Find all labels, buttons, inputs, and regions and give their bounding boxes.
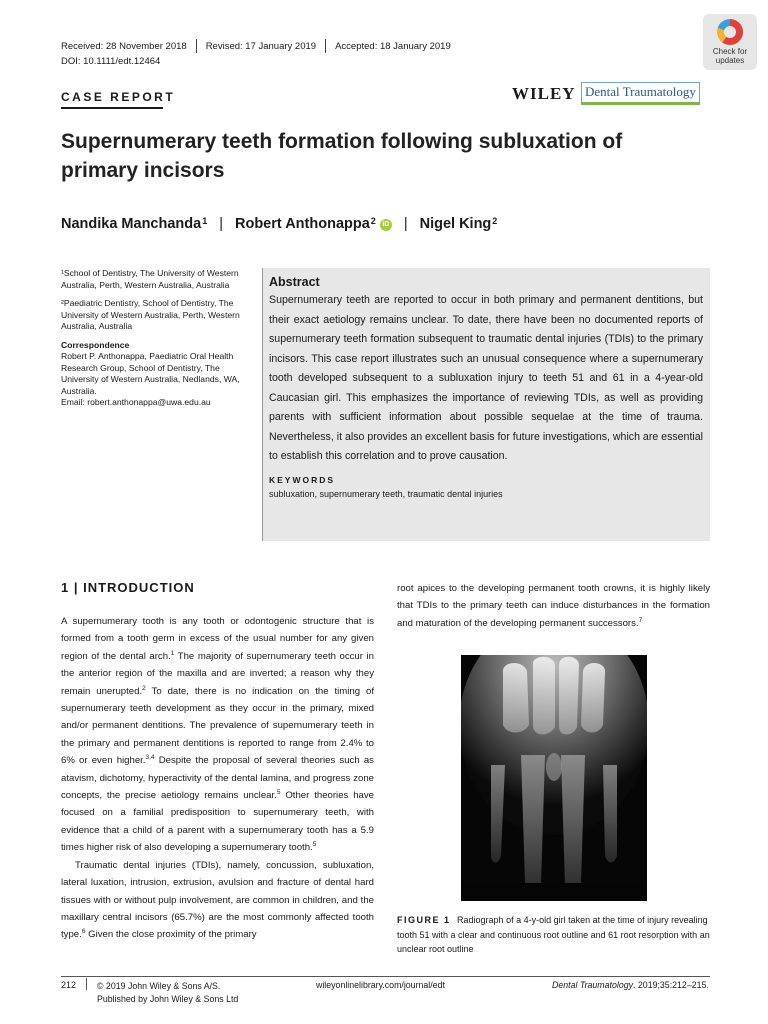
badge-line-2: updates (715, 56, 745, 65)
copyright-line: © 2019 John Wiley & Sons A/S. (97, 981, 221, 991)
accepted-date: Accepted: 18 January 2019 (335, 40, 451, 52)
author-name[interactable]: Nandika Manchanda (61, 216, 202, 232)
abstract-box (262, 268, 710, 541)
abstract-heading: Abstract (269, 275, 320, 289)
footer-rule (61, 976, 710, 977)
abstract-text: Supernumerary teeth are reported to occur in both primary and permanent dentitions, but their exact aetiology remains unclear. To date, there have been no documented reports of supernumerary teeth formation subsequent to traumatic dental injuries (TDIs) to the primary incisors. This case report illustrates such an unusual consequence where a supernumerary tooth developed subsequent to a subluxation injury to teeth 51 and 61 in a 4-year-old Caucasian girl. This emphasizes the importance of reviewing TDIs, as well as providing parents with sufficient information about possible sequelae at the time of trauma. Nevertheless, it also provides an excellent basis for future investigations, which are essential to establish this correlation and to prove causation. (269, 294, 703, 462)
citation-ref[interactable]: 1 (170, 649, 175, 657)
radiograph-figure (461, 655, 647, 901)
author-affiliation-marker: 2 (492, 216, 498, 226)
radiograph-image (461, 655, 647, 901)
keywords-list: subluxation, supernumerary teeth, traumatic dental injuries (269, 488, 503, 499)
orcid-icon[interactable]: iD (380, 219, 392, 231)
article-type-underline (61, 107, 163, 109)
correspondence-heading: Correspondence (61, 339, 130, 350)
footer-divider (86, 978, 87, 990)
check-for-updates-badge[interactable] (703, 14, 757, 70)
author-affiliation-marker: 1 (202, 216, 208, 226)
text-run: The majority of supernumerary teeth occur in the anterior region of the maxilla and are inverted; a reason why they remain unerupted. (61, 650, 374, 697)
footer-citation (552, 980, 709, 990)
figure-caption (397, 913, 710, 957)
figure-label: FIGURE 1 (397, 915, 451, 925)
text-run: A supernumerary tooth is any tooth or odontogenic structure that is formed from a tooth germ in excess of the usual number for any given region of the dental arch. (61, 616, 374, 662)
paragraph (61, 613, 374, 857)
text-run: Despite the proposal of several theories such as atavism, dichotomy, hyperactivity of the dental lamina, and progress zone concepts, the precise aetiology remains unclear. (61, 755, 374, 802)
paragraph (61, 857, 374, 944)
author-list (61, 216, 497, 232)
citation-ref[interactable]: 5 (312, 841, 317, 849)
text-run: To date, there is no indication on the timing of supernumerary teeth development as they occur in the primary, mixed and/or permanent dentitions. The prevalence of supernumerary teeth in the primary and permanent dentitions is reported to range from 2.4% to 6% or even higher. (61, 685, 374, 767)
section-heading-introduction: 1 | INTRODUCTION (61, 580, 195, 595)
text-run: Other theories have focused on a familial predisposition to supernumerary teeth, with evidence that a child of a parent with a supernumerary tooth has a 5.9 times higher risk of also developing a supernumerary tooth. (61, 790, 374, 854)
citation-ref[interactable]: 7 (638, 616, 643, 624)
publisher-logo: WILEY (512, 84, 576, 103)
author-divider: | (219, 216, 223, 232)
abstract-left-rule (262, 268, 263, 541)
article-dates (61, 39, 451, 53)
date-divider (325, 39, 326, 53)
affiliation-1: ¹School of Dentistry, The University of Western Australia, Perth, Western Australia, Australia (61, 268, 239, 290)
correspondence-address: Robert P. Anthonappa, Paediatric Oral Health Research Group, School of Dentistry, The University of Western Australia, Nedlands, WA, Australia. (61, 351, 240, 396)
received-date: Received: 28 November 2018 (61, 40, 187, 52)
page-number: 212 (61, 980, 77, 990)
date-divider (196, 39, 197, 53)
author-divider: | (403, 216, 408, 232)
author-name[interactable]: Robert Anthonappa (235, 216, 370, 232)
footer-copyright (97, 980, 238, 1005)
affiliations (61, 268, 251, 409)
correspondence-email[interactable]: Email: robert.anthonappa@uwa.edu.au (61, 397, 211, 407)
author-affiliation-marker: 2 (370, 216, 376, 226)
text-run: Given the close proximity of the primary (85, 929, 257, 941)
doi: DOI: 10.1111/edt.12464 (61, 56, 161, 67)
citation-ref[interactable]: 3,4 (145, 754, 155, 762)
citation-ref[interactable]: 2 (142, 684, 146, 692)
text-run: root apices to the developing permanent tooth crowns, it is highly likely that TDIs to the primary teeth can induce disturbances in the formation and maturation of the developing permanent successors. (397, 583, 710, 629)
article-type: CASE REPORT (61, 90, 176, 104)
author-name[interactable]: Nigel King (419, 216, 492, 232)
body-column-left (61, 613, 374, 944)
affiliation-2: ²Paediatric Dentistry, School of Dentistry, The University of Western Australia, Perth, Western Australia, Australia (61, 298, 240, 331)
footer-journal-name: Dental Traumatology (552, 980, 634, 990)
footer-citation-detail: . 2019;35:212–215. (633, 980, 709, 990)
citation-ref[interactable]: 5 (276, 788, 281, 796)
keywords-heading: KEYWORDS (269, 474, 336, 485)
crossmark-icon (717, 19, 743, 45)
revised-date: Revised: 17 January 2019 (205, 40, 317, 52)
journal-logo: Dental Traumatology (581, 82, 700, 105)
figure-caption-text: Radiograph of a 4-y-old girl taken at the time of injury revealing tooth 51 with a clear and continuous root outline and 61 root resorption with an unclear root outline (397, 915, 710, 954)
citation-ref[interactable]: 6 (81, 928, 86, 936)
body-column-right (397, 580, 710, 632)
journal-url-link[interactable]: wileyonlinelibrary.com/journal/edt (316, 980, 445, 990)
publisher-line: Published by John Wiley & Sons Ltd (97, 993, 239, 1004)
article-title: Supernumerary teeth formation following subluxation of primary incisors (61, 130, 623, 182)
text-run: Traumatic dental injuries (TDIs), namely, concussion, subluxation, lateral luxation, intrusion, extrusion, avulsion and fracture of dental hard tissues with or without pulp involvement, are common in children, and the maxillary central incisors (65.7%) are the most commonly affected tooth type. (61, 859, 374, 941)
badge-line-1: Check for (712, 47, 748, 56)
